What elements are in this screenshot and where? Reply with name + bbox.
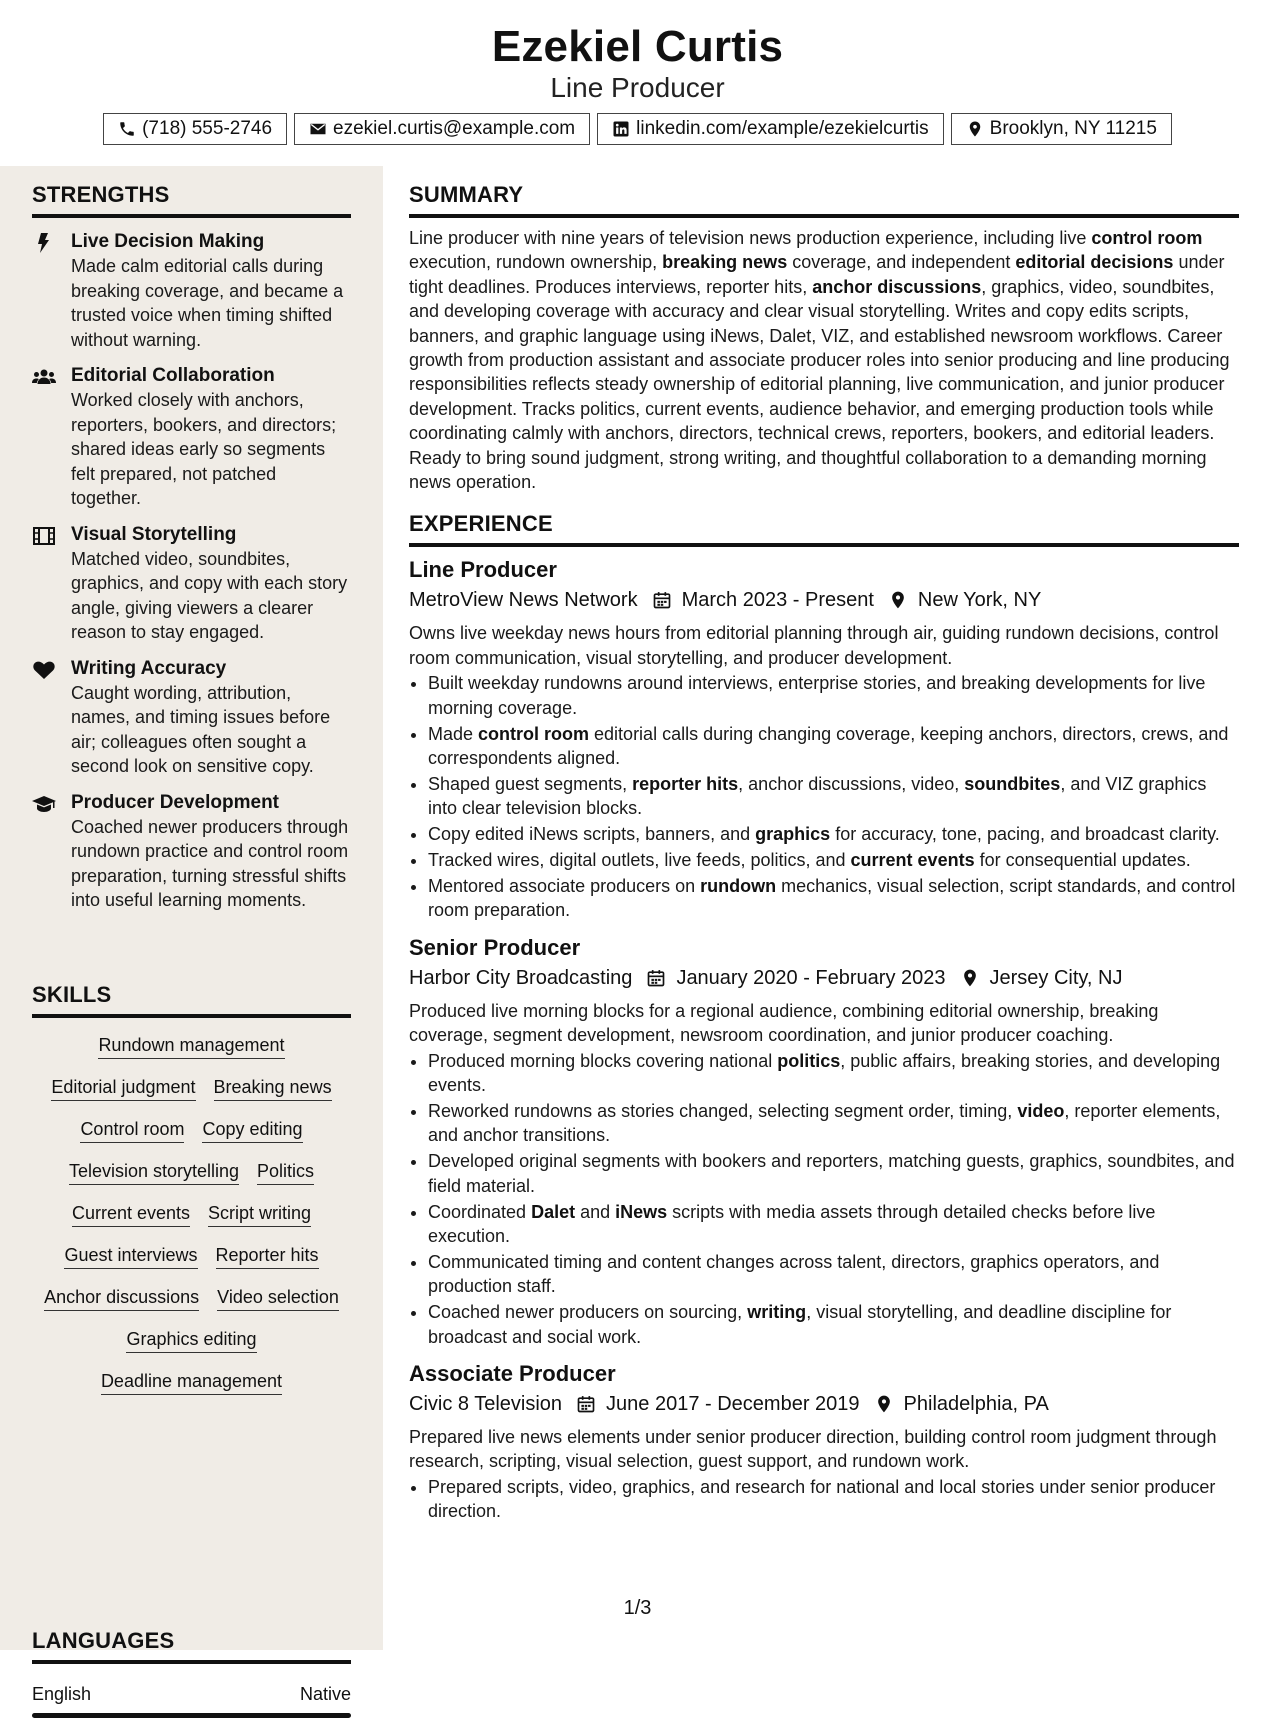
contact-linkedin[interactable] [597, 113, 944, 145]
map-pin-icon [874, 1394, 894, 1414]
job-bullet [428, 772, 1239, 821]
strength-item [32, 364, 351, 511]
skill-tag: Editorial judgment [51, 1076, 195, 1101]
job-company: Civic 8 Television [409, 1393, 563, 1416]
job-bullet [428, 1200, 1239, 1249]
job-bullet [428, 1149, 1239, 1198]
job-bullet [428, 874, 1239, 923]
strength-desc: Made calm editorial calls during breaking coverage, and became a trusted voice when timing shifted without warning. [71, 256, 344, 350]
strength-item [32, 523, 351, 645]
skill-tag: Copy editing [202, 1118, 302, 1143]
text-run: execution, rundown ownership, [409, 252, 663, 273]
job-entry [409, 1359, 1239, 1524]
text-run: for accuracy, tone, pacing, and broadcast clarity. [830, 824, 1220, 845]
page-number: 1/3 [623, 1597, 652, 1619]
contact-email[interactable] [294, 113, 590, 145]
skill-tag: Breaking news [214, 1076, 332, 1101]
bold-keyword: writing [747, 1302, 807, 1323]
job-meta [409, 585, 1239, 615]
summary-text [409, 226, 1239, 494]
skill-tag: Reporter hits [216, 1244, 319, 1269]
job-bullet [428, 1099, 1239, 1148]
job-bullet [428, 848, 1239, 872]
job-entry [409, 933, 1239, 1349]
film-icon [32, 526, 56, 546]
skill-tag: Video selection [217, 1286, 339, 1311]
strength-title: Live Decision Making [71, 231, 265, 252]
contact-bar [0, 113, 1275, 145]
job-location: New York, NY [917, 589, 1042, 612]
contact-location [951, 113, 1172, 145]
experience-heading: EXPERIENCE [409, 511, 1239, 547]
bold-keyword: editorial decisions [1015, 252, 1174, 273]
job-title: Senior Producer [409, 934, 581, 960]
job-bullet [428, 722, 1239, 771]
job-bullet [428, 1300, 1239, 1349]
text-run: for consequential updates. [974, 850, 1191, 871]
job-title: Associate Producer [409, 1361, 616, 1387]
job-title: Line Producer [409, 557, 557, 583]
bolt-icon [32, 233, 56, 253]
text-run: mechanics, visual selection, script standards, and control room preparation. [428, 876, 1236, 921]
bold-keyword: Dalet [531, 1201, 576, 1222]
text-run: coverage, and independent [787, 252, 1016, 273]
skills-heading: SKILLS [32, 982, 351, 1018]
location-text: Brooklyn, NY 11215 [989, 118, 1157, 139]
bold-keyword: control room [478, 723, 590, 744]
map-pin-icon [960, 968, 980, 988]
heart-icon [32, 660, 56, 680]
text-run: Produced morning blocks covering national [428, 1050, 778, 1071]
languages-heading: LANGUAGES [32, 1628, 351, 1664]
job-entry [409, 555, 1239, 922]
experience-section [409, 511, 1239, 1523]
bold-keyword: breaking news [662, 252, 788, 273]
language-proficiency-bar [32, 1713, 351, 1718]
skills-section [32, 982, 351, 1395]
strength-title: Visual Storytelling [71, 523, 237, 545]
text-run: Prepared scripts, video, graphics, and research for national and local stories under senior producer direction. [428, 1476, 1216, 1522]
strength-desc: Matched video, soundbites, graphics, and copy with each story angle, giving viewers a clearer reason to stay engaged. [71, 548, 348, 642]
skill-tag: Politics [257, 1160, 314, 1185]
strength-item [32, 657, 351, 779]
text-run: scripts with media assets through detailed checks before live execution. [428, 1201, 1156, 1246]
strength-title: Editorial Collaboration [71, 365, 275, 386]
text-run: , reporter elements, and anchor transitions. [428, 1100, 1221, 1146]
job-dates: June 2017 - December 2019 [606, 1393, 860, 1416]
text-run: under tight deadlines. Produces interviews, reporter hits, [409, 252, 1225, 297]
bold-keyword: iNews [615, 1201, 668, 1222]
job-bullet [428, 1049, 1239, 1098]
text-run: Reworked rundowns as stories changed, selecting segment order, timing, [428, 1100, 1018, 1121]
text-run: Coached newer producers on sourcing, [428, 1302, 748, 1323]
summary-heading: SUMMARY [409, 182, 1239, 218]
envelope-icon [309, 120, 327, 138]
calendar-icon [646, 968, 666, 988]
strength-item [32, 791, 351, 913]
job-bullet [428, 822, 1239, 846]
text-run: , graphics, video, soundbites, and developing coverage with accuracy and clear visual storytelling. Writes and copy edits scripts, banners, and graphic language using iNews, Dalet, VIZ, and established newsroom workflows. Career growth from production assistant and associate producer roles into senior producing and line producing responsibilities reflects steady ownership of editorial planning, live communication, and junior producer development. Tracks politics, current events, audience behavior, and emerging production tools while coordinating calmly with anchors, directors, technical crews, reporters, bookers, and editorial leaders. Ready to bring sound judgment, strong writing, and thoughtful collaboration to a demanding morning news operation. [409, 276, 1230, 493]
users-icon [32, 367, 56, 387]
skill-tag: Deadline management [101, 1370, 282, 1395]
job-bullet [428, 1475, 1239, 1524]
job-location: Jersey City, NJ [989, 966, 1123, 989]
skill-tag: Graphics editing [126, 1328, 256, 1353]
bold-keyword: current events [850, 850, 975, 871]
text-run: and [575, 1201, 616, 1222]
text-run: , public affairs, breaking stories, and developing events. [428, 1050, 1221, 1096]
resume-header [0, 0, 1275, 166]
job-bullet [428, 1250, 1239, 1299]
skill-tag: Current events [72, 1202, 190, 1227]
job-bullets [409, 1475, 1239, 1524]
strength-desc: Worked closely with anchors, reporters, bookers, and directors; shared ideas early so segments felt prepared, not patched together. [71, 390, 337, 508]
language-level: Native [299, 1684, 351, 1704]
strengths-heading: STRENGTHS [32, 182, 351, 218]
job-company: Harbor City Broadcasting [409, 966, 633, 989]
bold-keyword: rundown [700, 876, 777, 897]
text-run: editorial calls during changing coverage, keeping anchors, directors, crews, and correspondents aligned. [428, 723, 1229, 768]
map-pin-icon [966, 120, 984, 138]
job-description: Owns live weekday news hours from editorial planning through air, guiding rundown decisions, control room communication, visual storytelling, and producer development. [409, 623, 1219, 668]
text-run: Developed original segments with bookers and reporters, matching guests, graphics, soundbites, and field material. [428, 1151, 1235, 1196]
phone-icon [118, 120, 136, 138]
text-run: Copy edited iNews scripts, banners, and [428, 824, 756, 845]
job-bullets [409, 1049, 1239, 1349]
map-pin-icon [888, 590, 908, 610]
language-name: English [32, 1684, 92, 1704]
text-run: , and VIZ graphics into clear television blocks. [428, 773, 1207, 819]
job-meta [409, 1389, 1239, 1419]
calendar-icon [652, 590, 672, 610]
bold-keyword: control room [1091, 228, 1203, 248]
skill-tag: Television storytelling [69, 1160, 239, 1185]
bold-keyword: anchor discussions [812, 276, 982, 297]
calendar-icon [576, 1394, 596, 1414]
text-run: Mentored associate producers on [428, 876, 701, 897]
text-run: Communicated timing and content changes across talent, directors, graphics operators, and production staff. [428, 1251, 1160, 1297]
text-run: Made [428, 723, 479, 744]
summary-section [409, 182, 1239, 494]
skill-tag: Script writing [208, 1202, 311, 1227]
contact-phone[interactable] [103, 113, 287, 145]
linkedin-icon [612, 120, 630, 138]
text-run: , anchor discussions, video, [738, 773, 965, 794]
skill-tag: Rundown management [98, 1034, 284, 1059]
bold-keyword: politics [777, 1050, 841, 1071]
language-row [32, 1684, 351, 1705]
strength-desc: Caught wording, attribution, names, and timing issues before air; colleagues often sought a second look on sensitive copy. [71, 682, 331, 776]
job-bullets [409, 671, 1239, 923]
bold-keyword: video [1017, 1100, 1065, 1121]
text-run: , visual storytelling, and deadline discipline for broadcast and social work. [428, 1302, 1172, 1347]
sidebar [0, 166, 383, 1704]
graduation-cap-icon [32, 794, 56, 814]
text-run: Tracked wires, digital outlets, live feeds, politics, and [428, 850, 851, 871]
job-meta [409, 963, 1239, 993]
text-run: Coordinated [428, 1201, 532, 1222]
bold-keyword: reporter hits [632, 773, 739, 794]
text-run: Built weekday rundowns around interviews, enterprise stories, and breaking developments for live morning coverage. [428, 673, 1206, 718]
strengths-section [32, 182, 351, 913]
phone-text: (718) 555-2746 [142, 118, 273, 139]
job-description: Produced live morning blocks for a regional audience, combining editorial ownership, breaking coverage, segment development, newsroom coordination, and junior producer coaching. [409, 1000, 1159, 1046]
skill-list [32, 1034, 351, 1395]
strength-desc: Coached newer producers through rundown practice and control room preparation, turning stressful shifts into useful learning moments. [71, 816, 349, 910]
main-content [409, 166, 1239, 1525]
skill-tag: Anchor discussions [44, 1286, 199, 1311]
strength-title: Producer Development [71, 791, 279, 813]
text-run: Shaped guest segments, [428, 773, 633, 794]
skill-tag: Guest interviews [64, 1244, 197, 1269]
job-bullet [428, 671, 1239, 720]
bold-keyword: graphics [755, 824, 831, 845]
strength-title: Writing Accuracy [71, 657, 227, 679]
languages-section [32, 1628, 351, 1718]
job-dates: January 2020 - February 2023 [676, 966, 946, 989]
linkedin-text: linkedin.com/example/ezekielcurtis [636, 118, 929, 139]
bold-keyword: soundbites [964, 773, 1061, 794]
job-company: MetroView News Network [409, 589, 638, 612]
text-run: Line producer with nine years of television news production experience, including live [409, 228, 1092, 248]
job-dates: March 2023 - Present [681, 589, 874, 612]
skill-tag: Control room [80, 1118, 184, 1143]
job-location: Philadelphia, PA [903, 1393, 1049, 1416]
email-text: ezekiel.curtis@example.com [333, 118, 576, 139]
candidate-title: Line Producer [550, 72, 725, 103]
candidate-name: Ezekiel Curtis [491, 22, 784, 71]
job-description: Prepared live news elements under senior producer direction, building control room judgment through research, scripting, visual selection, guest support, and rundown work. [409, 1427, 1217, 1472]
strength-item [32, 230, 351, 352]
